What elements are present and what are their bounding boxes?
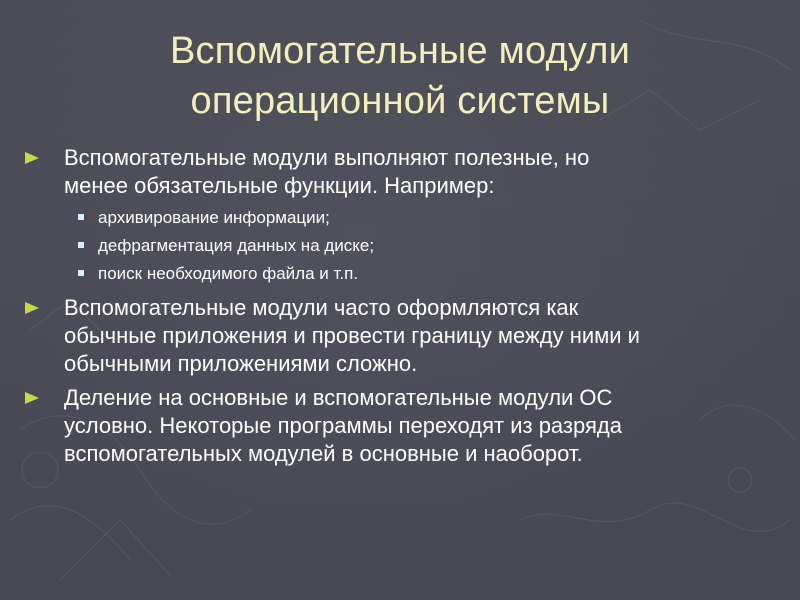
- bullet-item: [22, 294, 792, 378]
- title-line: операционной системы: [190, 80, 610, 122]
- right-pointing-triangle-icon: [22, 147, 44, 169]
- bullet-line: менее обязательные функции. Например:: [64, 173, 495, 198]
- title-line: Вспомогательные модули: [169, 30, 630, 72]
- bullet-text: [64, 144, 789, 200]
- slide-title: [40, 26, 760, 126]
- bullet-text: [64, 294, 789, 378]
- sub-bullet-text: дефрагментация данных на диске;: [98, 236, 375, 255]
- bullet-line: обычными приложениями сложно.: [64, 351, 418, 376]
- sub-bullet-text: поиск необходимого файла и т.п.: [98, 264, 359, 283]
- bullet-line: обычные приложения и провести границу между ними и: [64, 323, 640, 348]
- small-square-icon: [78, 214, 84, 220]
- right-pointing-triangle-icon: [22, 387, 44, 409]
- bullet-item: [22, 384, 792, 468]
- sub-bullet-item: [78, 262, 778, 286]
- bullet-line: Вспомогательные модули часто оформляются как: [64, 295, 579, 320]
- right-pointing-triangle-icon: [22, 297, 44, 319]
- sub-bullet-text: архивирование информации;: [98, 208, 330, 227]
- bullet-line: Вспомогательные модули выполняют полезные, но: [64, 145, 590, 170]
- bullet-text: [64, 384, 789, 468]
- bullet-item: [22, 144, 792, 200]
- bullet-line: условно. Некоторые программы переходят из разряда: [64, 413, 622, 438]
- small-square-icon: [78, 242, 84, 248]
- sub-bullet-item: [78, 234, 778, 258]
- bullet-line: Деление на основные и вспомогательные модули ОС: [64, 385, 613, 410]
- small-square-icon: [78, 270, 84, 276]
- bullet-line: вспомогательных модулей в основные и наоборот.: [64, 441, 583, 466]
- sub-bullet-item: [78, 206, 778, 230]
